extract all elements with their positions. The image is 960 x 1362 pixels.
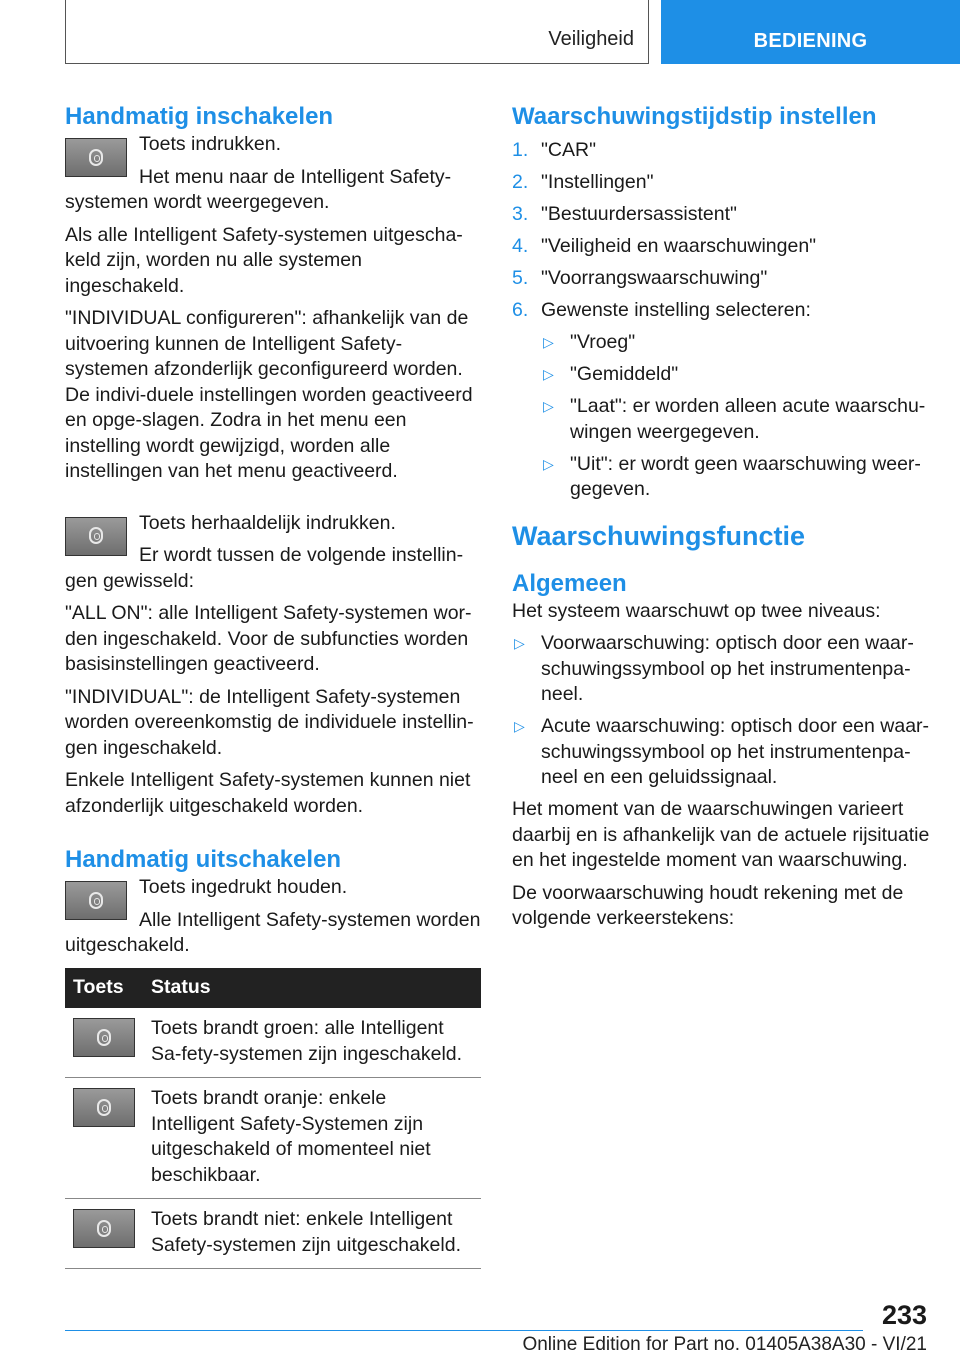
options-list (541, 330, 932, 503)
triangle-right-icon: ▷ (543, 366, 554, 382)
step-number: 1. (512, 139, 529, 161)
table-row (65, 1008, 481, 1078)
off-press-text: Toets ingedrukt houden. (139, 876, 348, 898)
safety-button-image (65, 881, 127, 920)
list-item (512, 202, 932, 228)
triangle-right-icon: ▷ (514, 718, 525, 734)
heading-warning-time: Waarschuwingstijdstip instellen (512, 103, 877, 130)
on-press-text: Toets indrukken. (139, 133, 281, 155)
table-header-toets: Toets (65, 968, 143, 1008)
hold-block (65, 875, 481, 959)
footer-edition: Online Edition for Part no. 01405A38A30 - VI/21 (522, 1334, 927, 1355)
intelligent-safety-button-icon (89, 527, 103, 544)
list-item (512, 170, 932, 196)
table-row (65, 1078, 481, 1199)
table-cell-icon (65, 1078, 143, 1199)
intelligent-safety-button-icon (89, 149, 103, 166)
step-number: 5. (512, 267, 529, 289)
right-column (512, 102, 932, 939)
page-number: 233 (881, 1300, 927, 1330)
table-cell-status: Toets brandt oranje: enkele Intelligent Safety-Systemen zijn uitgeschakeld of momenteel niet beschikbaar. (143, 1078, 481, 1199)
header-chapter-tab (661, 0, 960, 64)
heading-manual-on: Handmatig inschakelen (65, 103, 334, 130)
footer-divider (65, 1330, 863, 1331)
triangle-right-icon: ▷ (514, 635, 525, 651)
table-cell-icon (65, 1008, 143, 1078)
safety-button-image (73, 1018, 135, 1057)
step-number: 3. (512, 203, 529, 225)
general-intro: Het systeem waarschuwt op twee niveaus: (512, 599, 881, 622)
safety-button-image (73, 1088, 135, 1127)
table-cell-status: Toets brandt groen: alle Intelligent Sa-fety-systemen zijn ingeschakeld. (143, 1008, 481, 1078)
option-text: "Vroeg" (570, 331, 636, 353)
repeat-paragraph-2: "INDIVIDUAL": de Intelligent Safety-systemen worden overeenkomstig de individuele instellin-gen ingeschakeld. (65, 685, 474, 759)
step-text: "Bestuurdersassistent" (541, 203, 737, 225)
safety-button-image (73, 1209, 135, 1248)
section-title: Veiligheid (548, 28, 634, 50)
list-item (512, 138, 932, 164)
step-number: 2. (512, 171, 529, 193)
list-item (512, 298, 932, 503)
heading-warning-function: Waarschuwingsfunctie (512, 520, 806, 551)
intelligent-safety-button-icon (97, 1099, 111, 1116)
level-text: Voorwaarschuwing: optisch door een waar-schuwingssymbool op het instrumentenpa-neel. (541, 632, 914, 705)
safety-button-image (65, 138, 127, 177)
option-text: "Uit": er wordt geen waarschuwing weer-gegeven. (570, 452, 921, 500)
step-number: 4. (512, 235, 529, 257)
status-table (65, 968, 481, 1269)
triangle-right-icon: ▷ (543, 455, 554, 472)
repeat-block (65, 511, 481, 595)
option-text: "Laat": er worden alleen acute waarschu-wingen weergegeven. (570, 395, 926, 443)
safety-button-image (65, 517, 127, 556)
repeat-paragraph-1: "ALL ON": alle Intelligent Safety-systemen wor-den ingeschakeld. Voor de subfuncties worden basisinstellingen geactiveerd. (65, 602, 472, 675)
header-section-tab (65, 0, 649, 64)
list-item (512, 714, 932, 791)
table-header-status: Status (143, 968, 481, 1008)
list-item (512, 266, 932, 292)
list-item (541, 394, 932, 445)
step-text: "Veiligheid en waarschuwingen" (541, 235, 817, 257)
left-column (65, 102, 481, 966)
levels-list (512, 631, 932, 791)
on-menu-text: Het menu naar de Intelligent Safety-systemen wordt weergegeven. (65, 165, 452, 213)
repeat-paragraph-3: Enkele Intelligent Safety-systemen kunnen niet afzonderlijk uitgeschakeld worden. (65, 769, 471, 817)
triangle-right-icon: ▷ (543, 334, 554, 350)
list-item (541, 362, 932, 388)
press-block (65, 132, 481, 216)
option-text: "Gemiddeld" (570, 363, 679, 385)
list-item (512, 234, 932, 260)
list-item (541, 452, 932, 503)
intelligent-safety-button-icon (97, 1220, 111, 1237)
table-header-row (65, 968, 481, 1008)
level-text: Acute waarschuwing: optisch door een waar-schuwingssymbool op het instrumentenpa-neel en een geluidssignaal. (541, 715, 930, 788)
triangle-right-icon: ▷ (543, 398, 554, 414)
step-text: Gewenste instelling selecteren: (541, 299, 811, 321)
moment-paragraph: Het moment van de waarschuwingen varieert daarbij en is afhankelijk van de actuele rijsituatie en het ingestelde moment van waarschuwing. (512, 798, 930, 871)
list-item (541, 330, 932, 356)
repeat-switch-text: Er wordt tussen de volgende instellin-gen gewisseld: (65, 544, 464, 592)
heading-general: Algemeen (512, 569, 627, 597)
heading-manual-off: Handmatig uitschakelen (65, 846, 342, 873)
intelligent-safety-button-icon (89, 892, 103, 909)
step-number: 6. (512, 299, 529, 321)
table-cell-icon (65, 1199, 143, 1269)
step-text: "Voorrangswaarschuwing" (541, 267, 768, 289)
intelligent-safety-button-icon (97, 1029, 111, 1046)
chapter-title: BEDIENING (753, 30, 868, 52)
signs-paragraph: De voorwaarschuwing houdt rekening met de volgende verkeerstekens: (512, 881, 904, 929)
table-row (65, 1199, 481, 1269)
step-text: "CAR" (541, 139, 597, 161)
table-cell-status: Toets brandt niet: enkele Intelligent Safety-systemen zijn uitgeschakeld. (143, 1199, 481, 1269)
list-item (512, 631, 932, 708)
on-paragraph-2: "INDIVIDUAL configureren": afhankelijk van de uitvoering kunnen de Intelligent Safety-systemen afzonderlijk geconfigureerd worden. De indivi-duele instellingen worden geactiveerd en opge-slagen. Zodra in het menu een instelling wordt gewijzigd, worden alle instellingen van het menu geactiveerd. (65, 307, 473, 482)
on-paragraph-1: Als alle Intelligent Safety-systemen uitgescha-keld zijn, worden nu alle systemen ingeschakeld. (65, 223, 463, 297)
steps-list (512, 138, 932, 503)
repeat-press-text: Toets herhaaldelijk indrukken. (139, 511, 396, 534)
off-all-text: Alle Intelligent Safety-systemen worden uitgeschakeld. (65, 908, 481, 956)
step-text: "Instellingen" (541, 171, 654, 193)
